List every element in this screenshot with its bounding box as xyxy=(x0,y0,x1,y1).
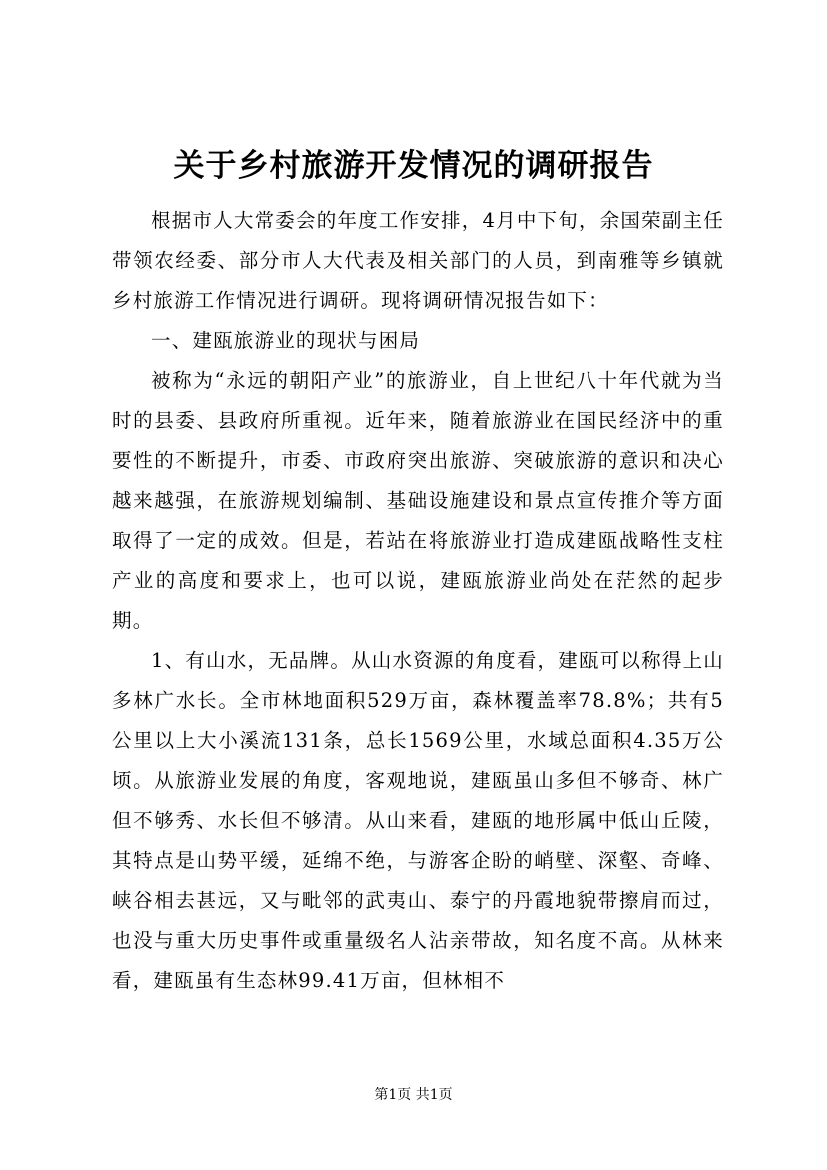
document-body xyxy=(112,201,724,1001)
paragraph-intro: 根据市人大常委会的年度工作安排，4月中下旬，余国荣副主任带领农经委、部分市人大代表及相关部门的人员，到南雅等乡镇就乡村旅游工作情况进行调研。现将调研情况报告如下： xyxy=(112,209,724,312)
document-title: 关于乡村旅游开发情况的调研报告 xyxy=(173,148,654,184)
paragraph-point-1: 1、有山水，无品牌。从山水资源的角度看，建瓯可以称得上山多林广水长。全市林地面积529万亩，森林覆盖率78.8%；共有5公里以上大小溪流131条，总长1569公里，水域总面积4.35万公顷。从旅游业发展的角度，客观地说，建瓯虽山多但不够奇、林广但不够秀、水长但不够清。从山来看，建瓯的地形属中低山丘陵，其特点是山势平缓，延绵不绝，与游客企盼的峭壁、深壑、奇峰、峡谷相去甚远，又与毗邻的武夷山、泰宁的丹霞地貌带擦肩而过，也没与重大历史事件或重量级名人沾亲带故，知名度不高。从林来看，建瓯虽有生态林99.41万亩，但林相不 xyxy=(112,649,724,992)
paragraph-status: 被称为“永远的朝阳产业”的旅游业，自上世纪八十年代就为当时的县委、县政府所重视。近年来，随着旅游业在国民经济中的重要性的不断提升，市委、市政府突出旅游、突破旅游的意识和决心越来越强，在旅游规划编制、基础设施建设和景点宣传推介等方面取得了一定的成效。但是，若站在将旅游业打造成建瓯战略性支柱产业的高度和要求上，也可以说，建瓯旅游业尚处在茫然的起步期。 xyxy=(112,369,724,632)
page-footer: 第1页 共1页 xyxy=(374,1087,453,1103)
section-heading: 一、建瓯旅游业的现状与困局 xyxy=(151,329,421,352)
